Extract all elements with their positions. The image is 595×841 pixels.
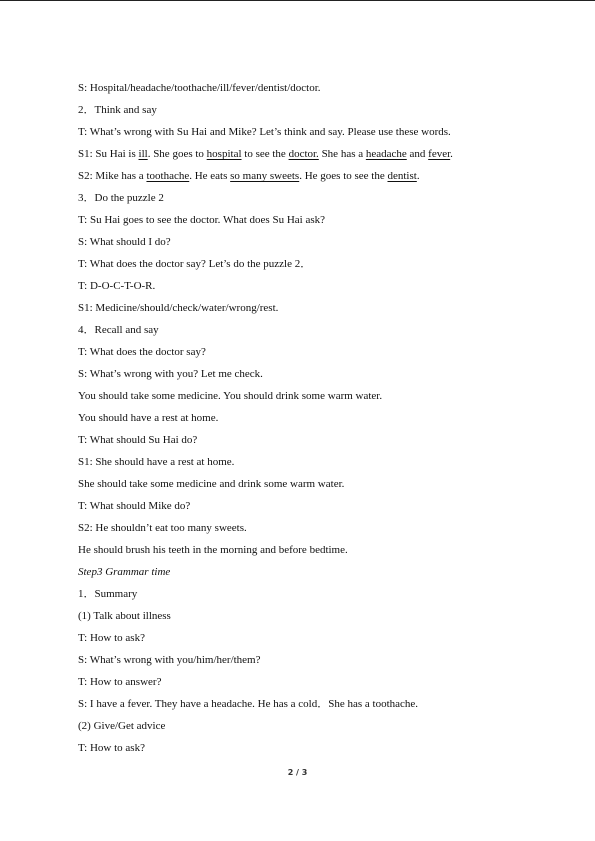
text-line <box>78 693 538 715</box>
text-line <box>78 99 538 121</box>
text-line <box>78 143 538 165</box>
text-line <box>78 517 538 539</box>
underlined-word: toothache <box>146 170 190 182</box>
text-line <box>78 473 538 495</box>
text-run: S: What’s wrong with you? Let me check. <box>78 368 263 380</box>
text-line <box>78 737 538 759</box>
text-run: S: What’s wrong with you/him/her/them? <box>78 654 261 666</box>
page-number: 2 / 3 <box>287 768 308 777</box>
text-line <box>78 649 538 671</box>
text-run: 4．Recall and say <box>78 324 159 336</box>
text-line <box>78 671 538 693</box>
text-run: T: What should Su Hai do? <box>78 434 198 446</box>
text-line <box>78 187 538 209</box>
page-top-rule <box>0 0 595 1</box>
text-run: T: How to ask? <box>78 742 145 754</box>
text-run: You should have a rest at home. <box>78 412 219 424</box>
text-run: He should brush his teeth in the morning and before bedtime. <box>78 544 348 556</box>
text-line <box>78 209 538 231</box>
text-line <box>78 165 538 187</box>
text-line <box>78 77 538 99</box>
text-line <box>78 539 538 561</box>
section-heading: Step3 Grammar time <box>78 566 171 578</box>
text-line <box>78 429 538 451</box>
text-line <box>78 253 538 275</box>
text-run: (2) Give/Get advice <box>78 720 166 732</box>
text-run: . He goes to see the <box>299 170 388 182</box>
text-run: . <box>450 148 453 160</box>
text-line <box>78 231 538 253</box>
text-line <box>78 495 538 517</box>
text-run: She should take some medicine and drink some warm water. <box>78 478 345 490</box>
text-run: . <box>416 170 420 182</box>
text-run: S: What should I do? <box>78 236 171 248</box>
text-run: T: How to ask? <box>78 632 145 644</box>
text-run: S1: Medicine/should/check/water/wrong/rest. <box>78 302 279 314</box>
text-line <box>78 583 538 605</box>
text-line <box>78 561 538 583</box>
text-run: (1) Talk about illness <box>78 610 171 622</box>
text-run: T: What should Mike do? <box>78 500 191 512</box>
text-run: T: Su Hai goes to see the doctor. What does Su Hai ask? <box>78 214 326 226</box>
text-run: S2: He shouldn’t eat too many sweets. <box>78 522 247 534</box>
underlined-word: hospital <box>206 148 242 160</box>
underlined-word: fever <box>428 148 451 160</box>
text-line <box>78 275 538 297</box>
text-run: and <box>406 148 429 160</box>
text-line <box>78 385 538 407</box>
document-body <box>78 77 538 759</box>
text-line <box>78 341 538 363</box>
text-line <box>78 605 538 627</box>
text-run: T: What does the doctor say? Let’s do the puzzle 2． <box>78 258 312 270</box>
text-run: S1: She should have a rest at home. <box>78 456 235 468</box>
underlined-word: dentist <box>387 170 417 182</box>
text-run: . He eats <box>189 170 231 182</box>
text-run: to see the <box>241 148 289 160</box>
underlined-word: headache <box>365 148 407 160</box>
text-run: 3．Do the puzzle 2 <box>78 192 164 204</box>
text-line <box>78 121 538 143</box>
underlined-word: so many sweets <box>230 170 300 182</box>
text-run: T: How to answer? <box>78 676 162 688</box>
text-run: S: I have a fever. They have a headache. He has a cold．She has a toothache. <box>78 698 419 710</box>
text-run: T: What’s wrong with Su Hai and Mike? Let’s think and say. Please use these words. <box>78 126 451 138</box>
text-line <box>78 407 538 429</box>
text-run: You should take some medicine. You should drink some warm water. <box>78 390 383 402</box>
underlined-word: doctor. <box>288 148 319 160</box>
text-line <box>78 319 538 341</box>
text-run: . She goes to <box>147 148 207 160</box>
text-line <box>78 627 538 649</box>
text-run: S1: Su Hai is <box>78 148 139 160</box>
text-run: T: What does the doctor say? <box>78 346 206 358</box>
text-run: T: D-O-C-T-O-R. <box>78 280 156 292</box>
text-run: She has a <box>318 148 366 160</box>
text-run: S2: Mike has a <box>78 170 147 182</box>
text-line <box>78 451 538 473</box>
text-run: 2．Think and say <box>78 104 157 116</box>
text-line <box>78 297 538 319</box>
text-line <box>78 715 538 737</box>
text-line <box>78 363 538 385</box>
text-run: 1．Summary <box>78 588 138 600</box>
text-run: S: Hospital/headache/toothache/ill/fever/dentist/doctor. <box>78 82 321 94</box>
underlined-word: ill <box>138 148 148 160</box>
